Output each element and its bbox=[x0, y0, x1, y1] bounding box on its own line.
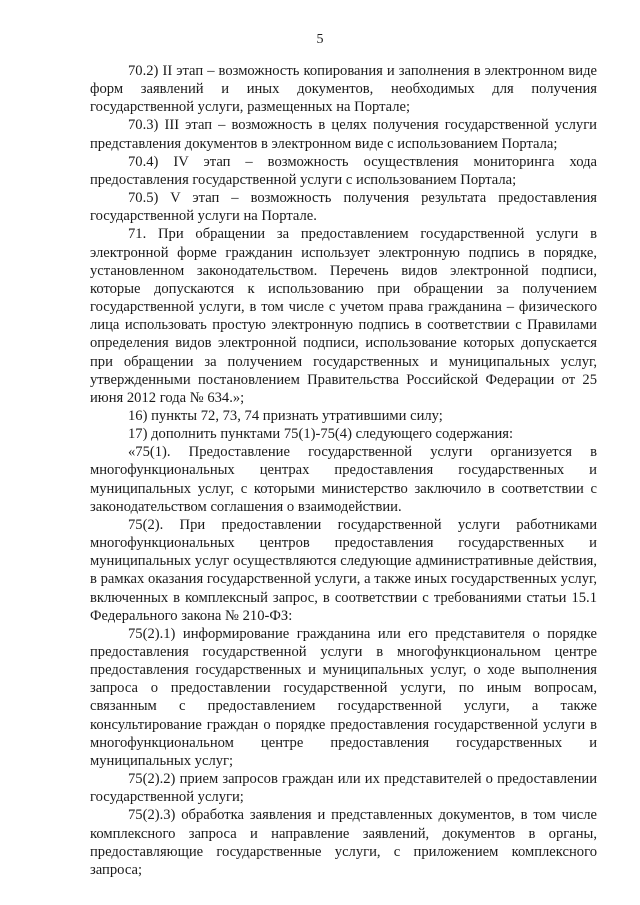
paragraph-70-3: 70.3) III этап – возможность в целях получения государственной услуги представления документов в электронном виде с использованием Портала; bbox=[90, 117, 597, 152]
paragraph-item-16: 16) пункты 72, 73, 74 признать утратившими силу; bbox=[128, 407, 443, 424]
paragraph-70-5: 70.5) V этап – возможность получения результата предоставления государственной услуги на Портале. bbox=[90, 190, 597, 225]
paragraph-item-17: 17) дополнить пунктами 75(1)-75(4) следующего содержания: bbox=[128, 426, 514, 443]
page-number: 5 bbox=[316, 32, 324, 47]
document-body bbox=[90, 62, 597, 879]
paragraph-75-2-1: 75(2).1) информирование гражданина или его представителя о порядке предоставления государственной услуги в многофункциональном центре предоставления государственных и муниципальных услуг, о ходе выполнения запроса о предоставлении государственной услуги, по иным вопросам, связанным с предоставлением государственной услуги, а также консультирование граждан о порядке предоставления государственной услуги в многофункциональном центре предоставления государственных и муниципальных услуг; bbox=[90, 625, 597, 769]
paragraph-75-1: «75(1). Предоставление государственной услуги организуется в многофункциональных центрах предоставления государственных и муниципальных услуг, с которыми министерство заключило в соответствии с законодательством соглашения о взаимодействии. bbox=[90, 444, 597, 515]
paragraph-75-2-2: 75(2).2) прием запросов граждан или их представителей о предоставлении государственной услуги; bbox=[90, 771, 597, 806]
paragraph-75-2-3: 75(2).3) обработка заявления и представленных документов, в том числе комплексного запроса и направление заявлений, документов в органы, предоставляющие государственные услуги, с приложением комплексного запроса; bbox=[90, 807, 597, 878]
paragraph-70-4: 70.4) IV этап – возможность осуществления мониторинга хода предоставления государственной услуги с использованием Портала; bbox=[90, 153, 597, 188]
paragraph-71: 71. При обращении за предоставлением государственной услуги в электронной форме гражданин использует электронную подпись в порядке, установленном законодательством. Перечень видов электронной подписи, которые допускаются к использованию при обращении за получением государственной услуги, в том числе с учетом права гражданина – физического лица использовать простую электронную подпись в соответствии с Правилами определения видов электронной подписи, использование которых допускается при обращении за получением государственных и муниципальных услуг, утвержденными постановлением Правительства Российской Федерации от 25 июня 2012 года № 634.»; bbox=[90, 226, 597, 406]
paragraph-75-2: 75(2). При предоставлении государственной услуги работниками многофункциональных центров предоставления государственных и муниципальных услуг осуществляются следующие административные действия, в рамках оказания государственной услуги, а также иных государственных услуг, включенных в комплексный запрос, в соответствии с требованиями статьи 15.1 Федерального закона № 210-ФЗ: bbox=[90, 516, 597, 624]
paragraph-70-2: 70.2) II этап – возможность копирования и заполнения в электронном виде форм заявлений и иных документов, необходимых для получения государственной услуги, размещенных на Портале; bbox=[90, 63, 597, 116]
